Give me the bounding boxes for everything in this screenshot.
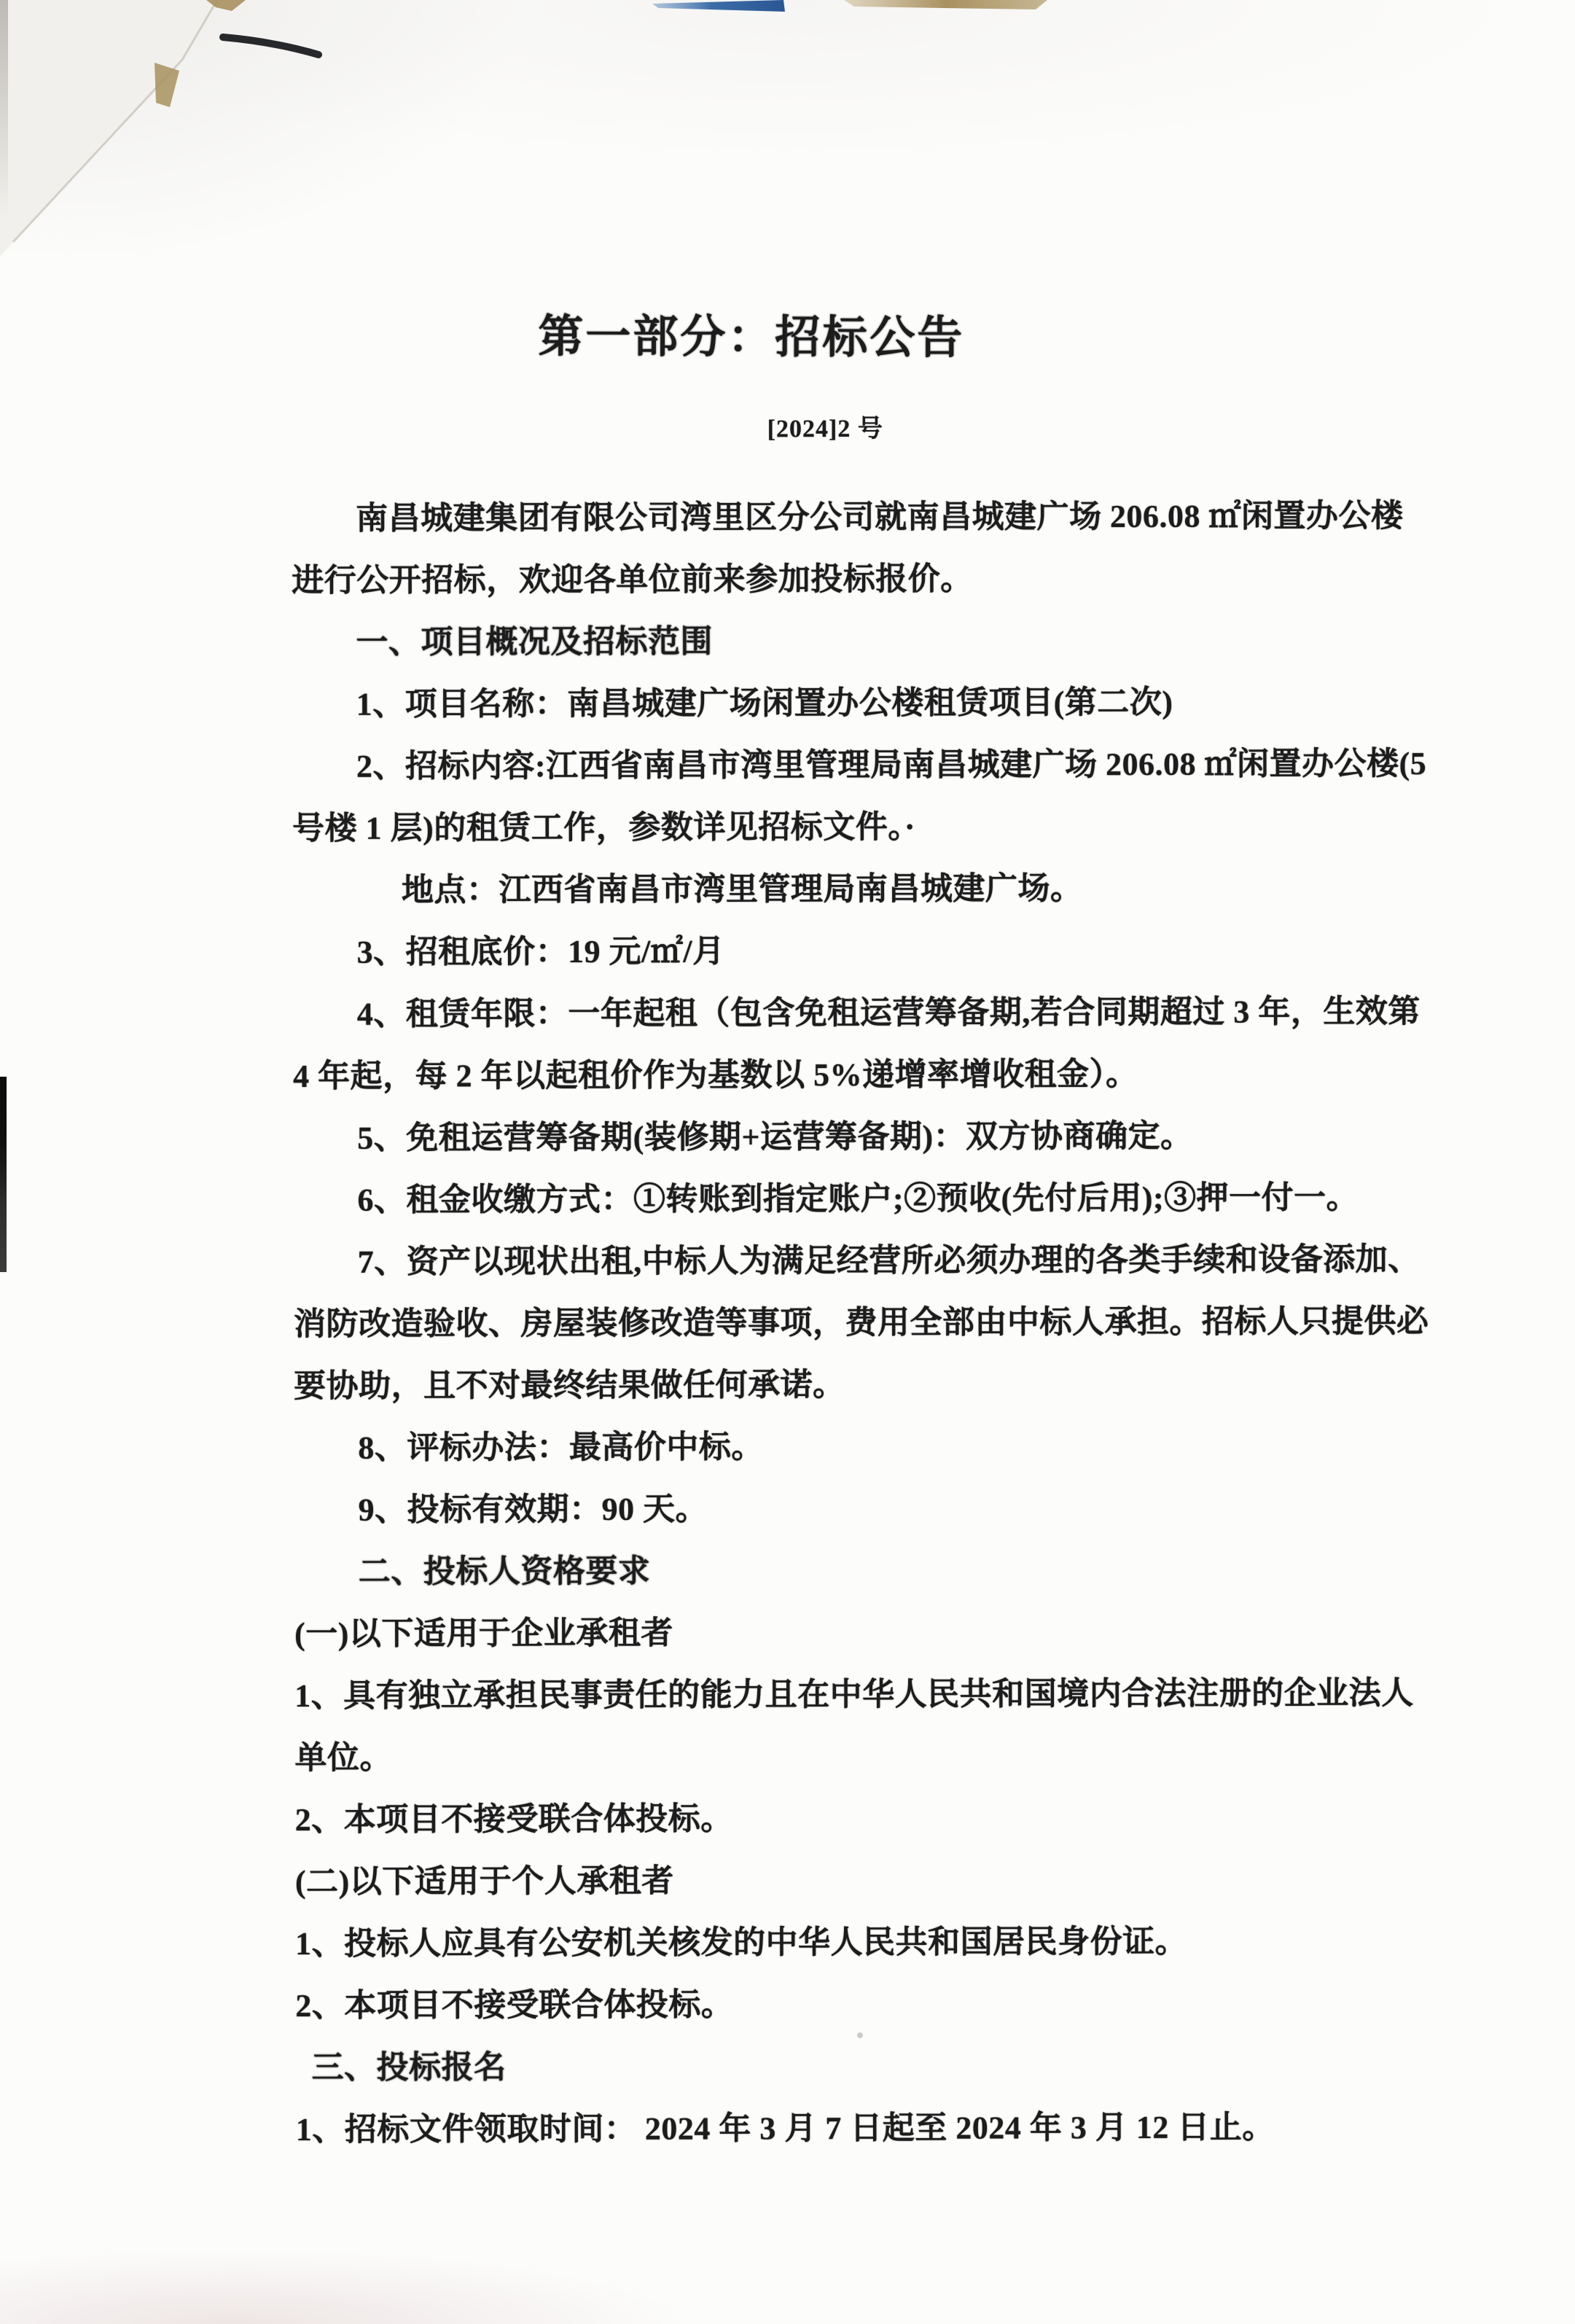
text-line: 6、租金收缴方式：①转账到指定账户;②预收(先付后用);③押一付一。: [357, 1179, 1359, 1218]
text-line: 5、免租运营筹备期(装修期+运营筹备期)：双方协商确定。: [357, 1118, 1193, 1156]
text-line: 南昌城建集团有限公司湾里区分公司就南昌城建广场 206.08 ㎡闲置办公楼: [355, 498, 1404, 537]
text-line: 2、本项目不接受联合体投标。: [294, 1801, 733, 1838]
text-line: (二)以下适用于个人承租者: [294, 1863, 674, 1900]
text-line: (一)以下适用于企业承租者: [294, 1615, 673, 1652]
text-line: 号楼 1 层)的租赁工作，参数详见招标文件。·: [292, 808, 916, 846]
document-number: [2024]2 号: [767, 415, 883, 443]
bottom-scan-shadow: [0, 2215, 838, 2324]
text-line: 3、招租底价：19 元/㎡/月: [356, 933, 725, 970]
text-line: 1、招标文件领取时间： 2024 年 3 月 7 日起至 2024 年 3 月 12 日止。: [295, 2109, 1275, 2148]
text-line: 1、项目名称：南昌城建广场闲置办公楼租赁项目(第二次): [356, 684, 1173, 722]
text-line: 4 年起，每 2 年以起租价作为基数以 5%递增率增收租金）。: [292, 1056, 1138, 1094]
text-line: 消防改造验收、房屋装修改造等事项，费用全部由中标人承担。招标人只提供必: [293, 1303, 1429, 1342]
text-line: 9、投标有效期：90 天。: [358, 1491, 708, 1528]
text-line: 1、投标人应具有公安机关核发的中华人民共和国居民身份证。: [295, 1923, 1188, 1962]
text-line: 三、投标报名: [311, 2049, 507, 2086]
text-line: 2、招标内容:江西省南昌市湾里管理局南昌城建广场 206.08 ㎡闲置办公楼(5: [356, 745, 1427, 784]
document-body: [292, 485, 1462, 2161]
text-line: 8、评标办法：最高价中标。: [358, 1429, 764, 1466]
text-line: 4、租赁年限：一年起租（包含免租运营筹备期,若合同期超过 3 年，生效第: [356, 993, 1420, 1032]
document-title: 第一部分：招标公告: [538, 312, 965, 364]
text-line: 7、资产以现状出租,中标人为满足经营所必须办理的各类手续和设备添加、: [357, 1241, 1420, 1280]
text-line: 2、本项目不接受联合体投标。: [295, 1986, 734, 2024]
text-line: 二、投标人资格要求: [358, 1553, 651, 1590]
text-line: 一、项目概况及招标范围: [356, 623, 714, 660]
text-line: 要协助，且不对最终结果做任何承诺。: [294, 1367, 845, 1404]
text-line: 1、具有独立承担民事责任的能力且在中华人民共和国境内合法注册的企业法人: [294, 1674, 1414, 1714]
text-line: 单位。: [294, 1739, 393, 1776]
text-line: 地点：江西省南昌市湾里管理局南昌城建广场。: [401, 870, 1083, 908]
text-line: 进行公开招标，欢迎各单位前来参加投标报价。: [292, 561, 973, 598]
